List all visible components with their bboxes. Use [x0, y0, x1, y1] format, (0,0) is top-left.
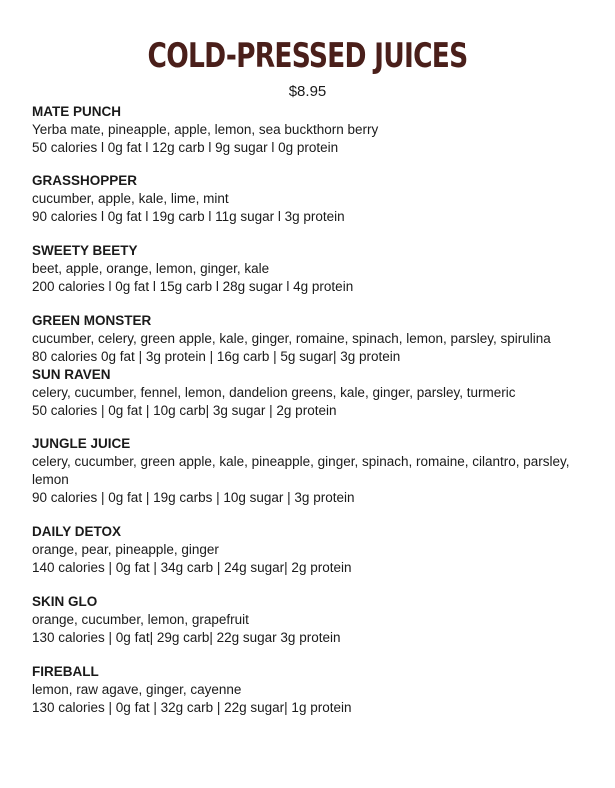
item-nutrition: 50 calories l 0g fat l 12g carb l 9g sugar l 0g protein — [32, 140, 339, 155]
menu-item-fireball — [32, 663, 592, 717]
item-name: DAILY DETOX — [32, 524, 122, 539]
menu-item-sweety-beety — [32, 242, 592, 296]
item-name: FIREBALL — [32, 664, 99, 679]
item-name: JUNGLE JUICE — [32, 436, 131, 451]
item-ingredients: cucumber, celery, green apple, kale, ginger, romaine, spinach, lemon, parsley, spirulina — [32, 331, 551, 346]
item-nutrition: 200 calories l 0g fat l 15g carb l 28g sugar l 4g protein — [32, 279, 354, 294]
item-nutrition: 130 calories | 0g fat| 29g carb| 22g sugar 3g protein — [32, 630, 341, 645]
item-name: SKIN GLO — [32, 594, 98, 609]
item-nutrition: 130 calories | 0g fat | 32g carb | 22g sugar| 1g protein — [32, 700, 352, 715]
item-ingredients: orange, cucumber, lemon, grapefruit — [32, 612, 249, 627]
menu-item-skin-glo — [32, 593, 592, 647]
item-name: GREEN MONSTER — [32, 313, 152, 328]
menu-item-green-monster — [32, 312, 592, 366]
item-nutrition: 80 calories 0g fat | 3g protein | 16g carb | 5g sugar| 3g protein — [32, 349, 401, 364]
item-ingredients: cucumber, apple, kale, lime, mint — [32, 191, 229, 206]
menu-item-sun-raven — [32, 366, 592, 420]
menu-item-jungle-juice — [32, 435, 592, 507]
item-name: GRASSHOPPER — [32, 173, 138, 188]
item-ingredients: beet, apple, orange, lemon, ginger, kale — [32, 261, 270, 276]
item-name: MATE PUNCH — [32, 104, 121, 119]
price-label: $8.95 — [288, 83, 327, 100]
menu-item-daily-detox — [32, 523, 592, 577]
page-title: COLD-PRESSED JUICES — [147, 36, 468, 76]
item-ingredients: celery, cucumber, green apple, kale, pineapple, ginger, spinach, romaine, cilantro, parsley, lemon — [32, 454, 570, 487]
item-nutrition: 50 calories | 0g fat | 10g carb| 3g sugar | 2g protein — [32, 403, 337, 418]
item-nutrition: 90 calories l 0g fat l 19g carb l 11g sugar l 3g protein — [32, 209, 345, 224]
item-nutrition: 140 calories | 0g fat | 34g carb | 24g sugar| 2g protein — [32, 560, 352, 575]
item-ingredients: celery, cucumber, fennel, lemon, dandelion greens, kale, ginger, parsley, turmeric — [32, 385, 516, 400]
item-name: SUN RAVEN — [32, 367, 111, 382]
item-ingredients: Yerba mate, pineapple, apple, lemon, sea buckthorn berry — [32, 122, 379, 137]
item-name: SWEETY BEETY — [32, 243, 138, 258]
item-ingredients: lemon, raw agave, ginger, cayenne — [32, 682, 242, 697]
item-nutrition: 90 calories | 0g fat | 19g carbs | 10g sugar | 3g protein — [32, 490, 355, 505]
menu-item-mate-punch — [32, 103, 592, 157]
menu-item-grasshopper — [32, 172, 592, 226]
juice-menu — [32, 103, 592, 717]
item-ingredients: orange, pear, pineapple, ginger — [32, 542, 219, 557]
